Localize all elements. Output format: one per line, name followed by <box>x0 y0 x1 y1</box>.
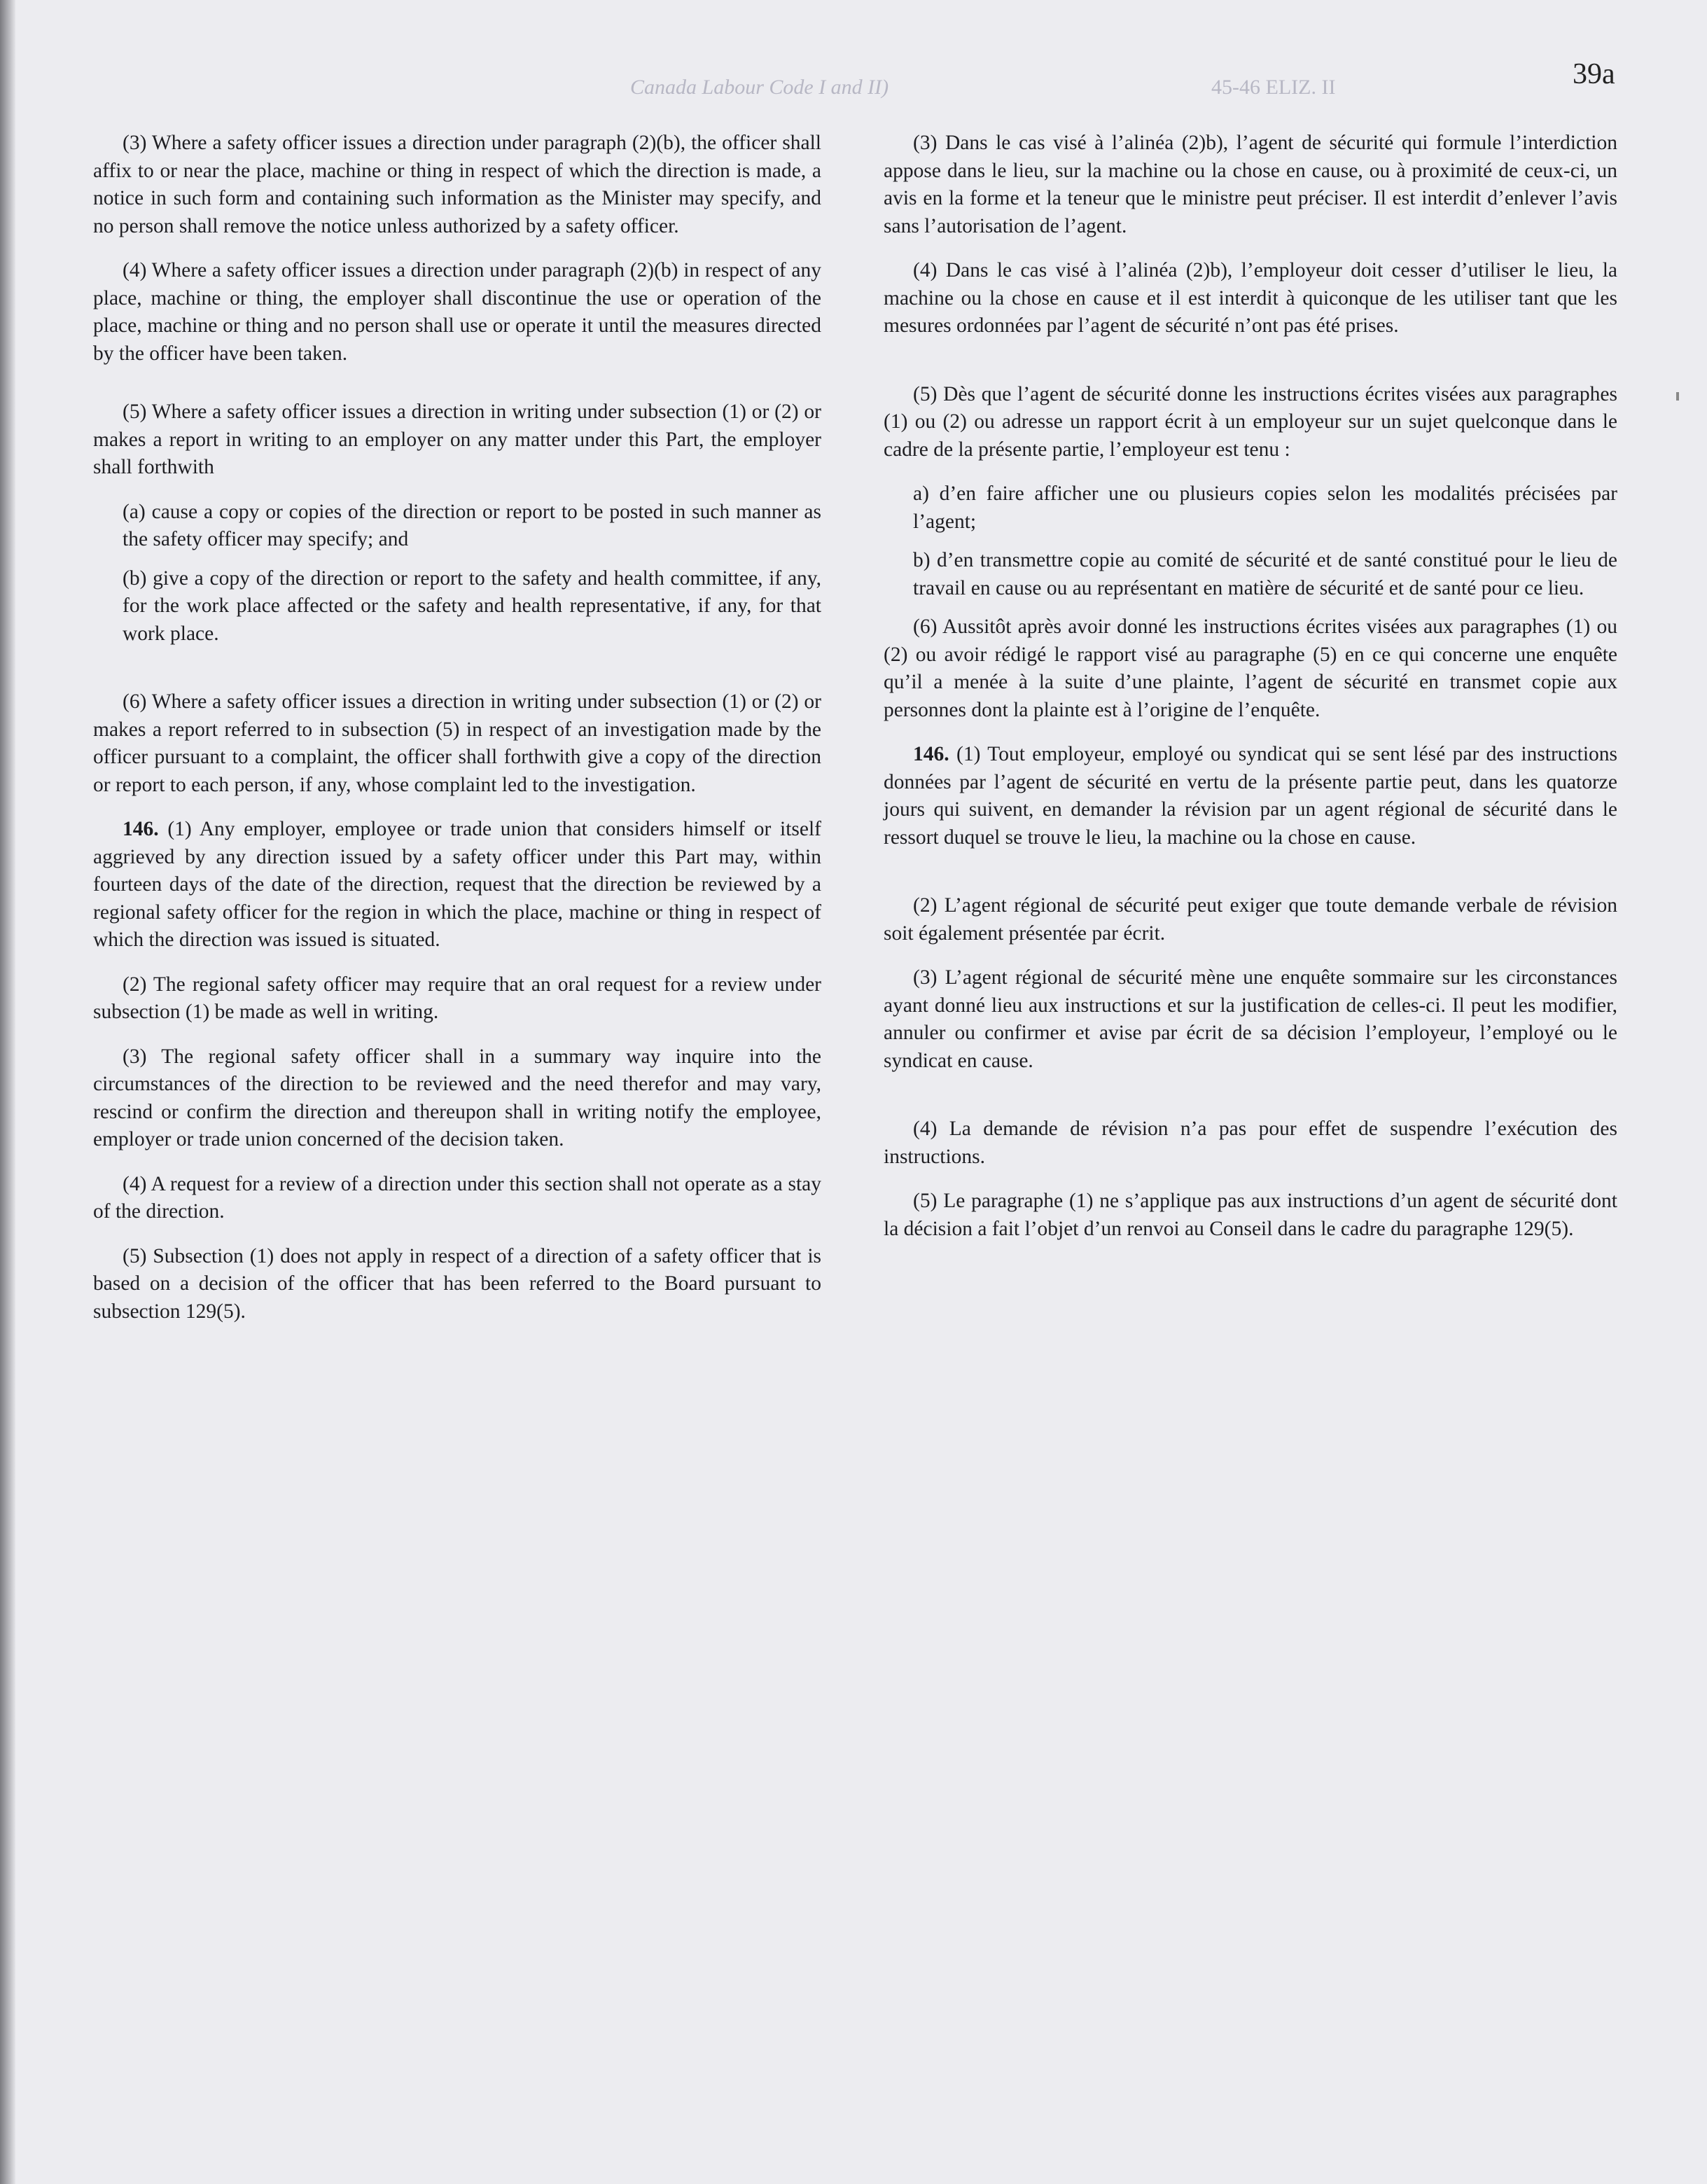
en-section-146-2: (2) The regional safety officer may require that an oral request for a review under subsection (1) be made as well in writing. <box>93 973 821 1023</box>
fr-section-146-3: (3) L’agent régional de sécurité mène une enquête sommaire sur les circonstances ayant donné lieu aux instructions et sur la justification de celles-ci. Il peut les modifier, annuler ou confirmer et avise par écrit de sa décision l’employeur, l’employé ou le syndicat en cause. <box>884 966 1617 1072</box>
page-binding-edge <box>0 0 15 2184</box>
english-column <box>93 130 821 1342</box>
fr-section-146-1-text: (1) Tout employeur, employé ou syndicat qui se sent lésé par des instructions données par l’agent de sécurité en vertu de la présente partie peut, dans les quatorze jours qui suivent, en demander la révision par un agent régional de sécurité dans le ressort duquel se trouve le lieu, la machine ou la chose en cause. <box>884 743 1618 849</box>
fr-section-146-2: (2) L’agent régional de sécurité peut exiger que toute demande verbale de révision soit également présentée par écrit. <box>884 894 1617 945</box>
fr-paragraph-145-5-a: a) d’en faire afficher une ou plusieurs copies selon les modalités précisées par l’agent; <box>913 482 1617 533</box>
margin-mark <box>1676 392 1679 401</box>
en-subsection-145-6: (6) Where a safety officer issues a direction in writing under subsection (1) or (2) or makes a report referred to in subsection (5) in respect of an investigation made by the officer pursuant to a complaint, the officer shall forthwith give a copy of the direction or report to each person, if any, whose complaint led to the investigation. <box>93 690 821 796</box>
fr-paragraph-145-5-b: b) d’en transmettre copie au comité de sécurité et de santé constitué pour le lieu de travail en cause ou au représentant en matière de sécurité et de santé pour ce lieu. <box>913 549 1617 599</box>
en-section-146-3: (3) The regional safety officer shall in a summary way inquire into the circumstances of the direction to be reviewed and the need therefor and may vary, rescind or confirm the direction and thereupon shall in writing notify the employee, employer or trade union concerned of the decision taken. <box>93 1045 821 1150</box>
en-section-146-1-text: (1) Any employer, employee or trade union that considers himself or itself aggrieved by any direction issued by a safety officer under this Part may, within fourteen days of the date of the direction, request that the direction be reviewed by a regional safety officer for the region in which the place, machine or thing in respect of which the direction was issued is situated. <box>93 818 821 951</box>
fr-section-146-4: (4) La demande de révision n’a pas pour effet de suspendre l’exécution des instructions. <box>884 1118 1617 1168</box>
fr-subsection-145-5: (5) Dès que l’agent de sécurité donne les instructions écrites visées aux paragraphes (1) ou (2) ou adresse un rapport écrit à un employeur sur un sujet quelconque dans le cadre de la présente partie, l’employeur est tenu : <box>884 382 1617 461</box>
fr-section-146-5: (5) Le paragraphe (1) ne s’applique pas aux instructions d’un agent de sécurité dont la décision a fait l’objet d’un renvoi au Conseil dans le cadre du paragraphe 129(5). <box>884 1190 1617 1240</box>
en-subsection-145-3: (3) Where a safety officer issues a direction under paragraph (2)(b), the officer shall affix to or near the place, machine or thing in respect of which the direction is made, a notice in such form and containing such information as the Minister may specify, and no person shall remove the notice unless authorized by a safety officer. <box>93 132 821 237</box>
fr-section-146-1 <box>884 741 1617 851</box>
french-column <box>884 130 1617 1260</box>
fr-subsection-145-4: (4) Dans le cas visé à l’alinéa (2)b), l’employeur doit cesser d’utiliser le lieu, la machine ou la chose en cause et il est interdit à quiconque de les utiliser tant que les mesures ordonnées par l’agent de sécurité n’ont pas été prises. <box>884 259 1617 337</box>
en-section-146-number: 146. <box>123 818 159 840</box>
en-subsection-145-5: (5) Where a safety officer issues a direction in writing under subsection (1) or (2) or makes a report in writing to an employer on any matter under this Part, the employer shall forthwith <box>93 401 821 478</box>
faint-running-header: Canada Labour Code I and II) <box>630 76 889 99</box>
en-paragraph-145-5-b: (b) give a copy of the direction or report to the safety and health committee, if any, for the work place affected or the safety and health representative, if any, for that work place. <box>123 566 821 645</box>
en-subsection-145-4: (4) Where a safety officer issues a direction under paragraph (2)(b) in respect of any place, machine or thing, the employer shall discontinue the use or operation of the place, machine or thing and no person shall use or operate it until the measures directed by the officer have been taken. <box>93 259 821 365</box>
page-number: 39a <box>1573 58 1615 90</box>
en-section-146-4: (4) A request for a review of a direction under this section shall not operate as a stay of the direction. <box>93 1172 821 1223</box>
faint-running-header-right: 45-46 ELIZ. II <box>1211 76 1336 99</box>
en-paragraph-145-5-a: (a) cause a copy or copies of the direction or report to be posted in such manner as the safety officer may specify; and <box>123 500 821 550</box>
fr-subsection-145-3: (3) Dans le cas visé à l’alinéa (2)b), l’agent de sécurité qui formule l’interdiction appose dans le lieu, sur la machine ou la chose en cause, ou à proximité de ceux-ci, un avis en la forme et la teneur que le ministre peut préciser. Il est interdit d’enlever l’avis sans l’autorisation de l’agent. <box>884 132 1617 237</box>
en-section-146-1 <box>93 816 821 954</box>
fr-subsection-145-6: (6) Aussitôt après avoir donné les instructions écrites visées aux paragraphes (1) ou (2) ou avoir rédigé le rapport visé au paragraphe (5) en ce qui concerne une enquête qu’il a menée à la suite d’une plainte, l’agent de sécurité en transmet copie aux personnes dont la plainte est à l’origine de l’enquête. <box>884 615 1617 721</box>
fr-section-146-number: 146. <box>913 743 949 765</box>
en-section-146-5: (5) Subsection (1) does not apply in respect of a direction of a safety officer that is based on a decision of the officer that has been referred to the Board pursuant to subsection 129(5). <box>93 1244 821 1323</box>
